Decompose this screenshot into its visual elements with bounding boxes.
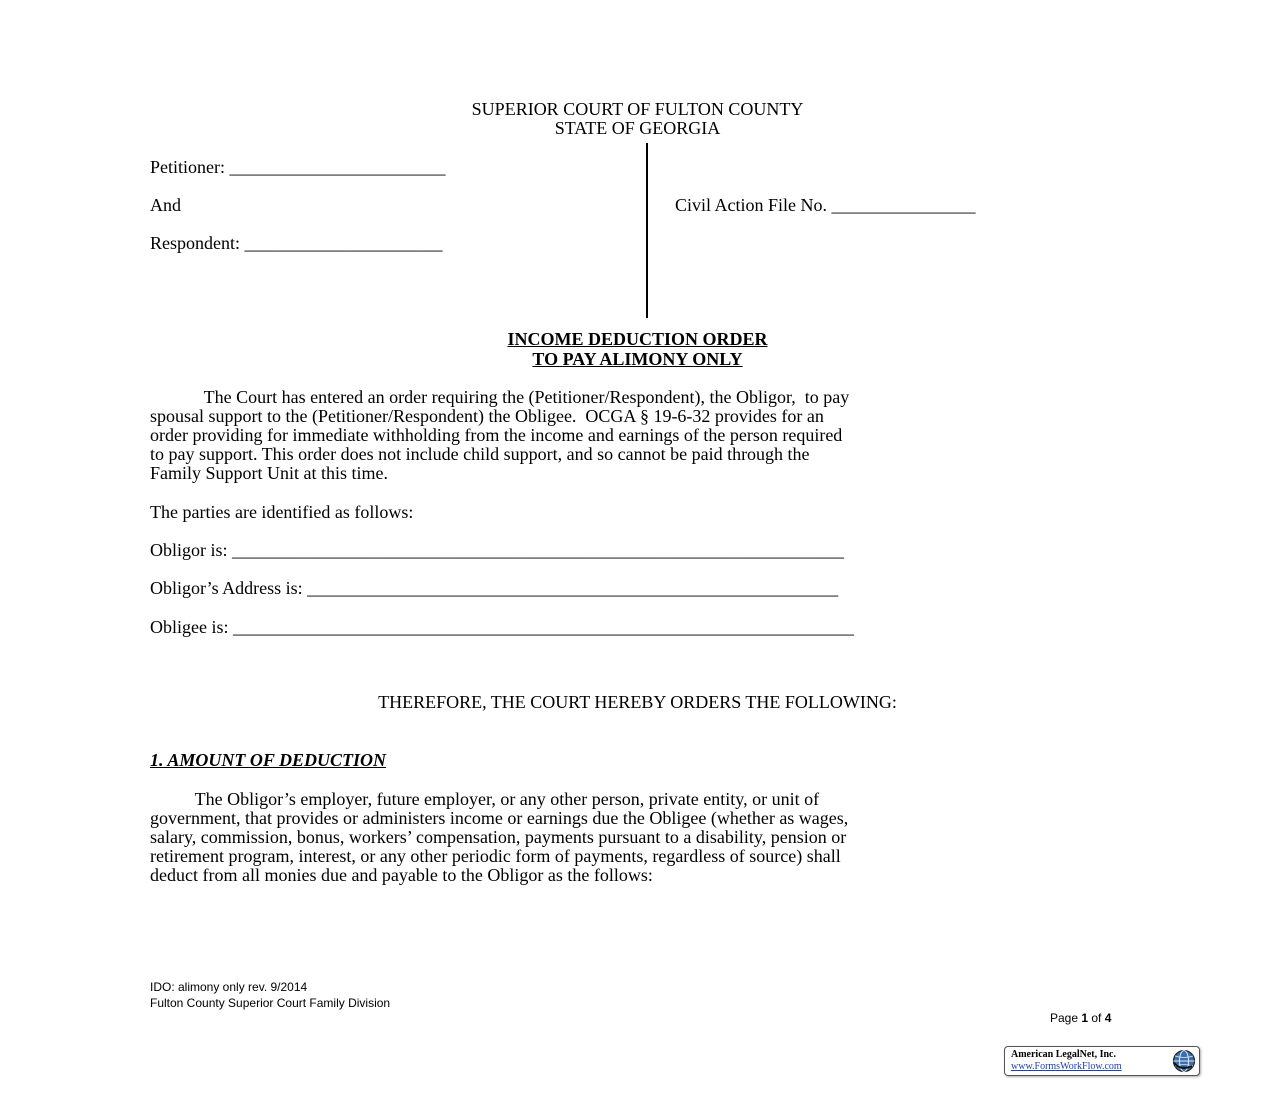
intro-line: The Court has entered an order requiring the (Petitioner/Respondent), the Obligor, to pay	[150, 387, 850, 407]
badge-url-link[interactable]: www.FormsWorkFlow.com	[1011, 1061, 1122, 1072]
badge-name: American LegalNet, Inc.	[1011, 1049, 1116, 1060]
obligor-field: Obligor is: ____________________________________________________________________	[150, 540, 845, 560]
petitioner-field: Petitioner: ________________________	[150, 157, 446, 177]
legalnet-badge[interactable]	[1004, 1046, 1200, 1076]
section-line: deduct from all monies due and payable to the Obligor as the follows:	[150, 865, 653, 885]
page-current: 1	[1081, 1011, 1089, 1025]
intro-line: order providing for immediate withholding from the income and earnings of the person required	[150, 425, 843, 445]
section-line: retirement program, interest, or any other periodic form of payments, regardless of source) shall	[150, 846, 841, 866]
section-line: The Obligor’s employer, future employer, or any other person, private entity, or unit of	[150, 789, 820, 809]
obligee-field: Obligee is: _____________________________________________________________________	[150, 617, 854, 637]
section-line: government, that provides or administers income or earnings due the Obligee (whether as wages,	[150, 808, 849, 828]
respondent-field: Respondent: ______________________	[150, 233, 443, 253]
and-label: And	[150, 195, 181, 215]
intro-line: spousal support to the (Petitioner/Respondent) the Obligee. OCGA § 19-6-32 provides for an	[150, 406, 824, 426]
globe-logo-icon	[1172, 1049, 1196, 1073]
page-of: of	[1088, 1011, 1105, 1025]
order-title: INCOME DEDUCTION ORDER	[507, 329, 768, 349]
court-name: SUPERIOR COURT OF FULTON COUNTY	[471, 99, 804, 119]
section-heading: 1. AMOUNT OF DEDUCTION	[150, 750, 387, 770]
intro-line: to pay support. This order does not include child support, and so cannot be paid through the	[150, 444, 810, 464]
orders-heading: THEREFORE, THE COURT HEREBY ORDERS THE FOLLOWING:	[378, 692, 897, 712]
page-prefix: Page	[1050, 1011, 1082, 1025]
page-number	[1050, 1011, 1111, 1025]
section-paragraph	[150, 790, 1130, 885]
intro-paragraph	[150, 388, 1130, 483]
division-label: Fulton County Superior Court Family Division	[150, 996, 391, 1010]
court-state: STATE OF GEORGIA	[554, 118, 721, 138]
intro-line: Family Support Unit at this time.	[150, 463, 388, 483]
caption-divider	[646, 143, 648, 318]
section-line: salary, commission, bonus, workers’ compensation, payments pursuant to a disability, pension or	[150, 827, 847, 847]
parties-intro: The parties are identified as follows:	[150, 502, 414, 522]
obligor-address-field: Obligor’s Address is: ___________________________________________________________	[150, 578, 839, 598]
form-id: IDO: alimony only rev. 9/2014	[150, 980, 308, 994]
civil-action-field: Civil Action File No. ________________	[675, 195, 976, 215]
page-total: 4	[1104, 1011, 1112, 1025]
order-subtitle: TO PAY ALIMONY ONLY	[532, 349, 743, 369]
